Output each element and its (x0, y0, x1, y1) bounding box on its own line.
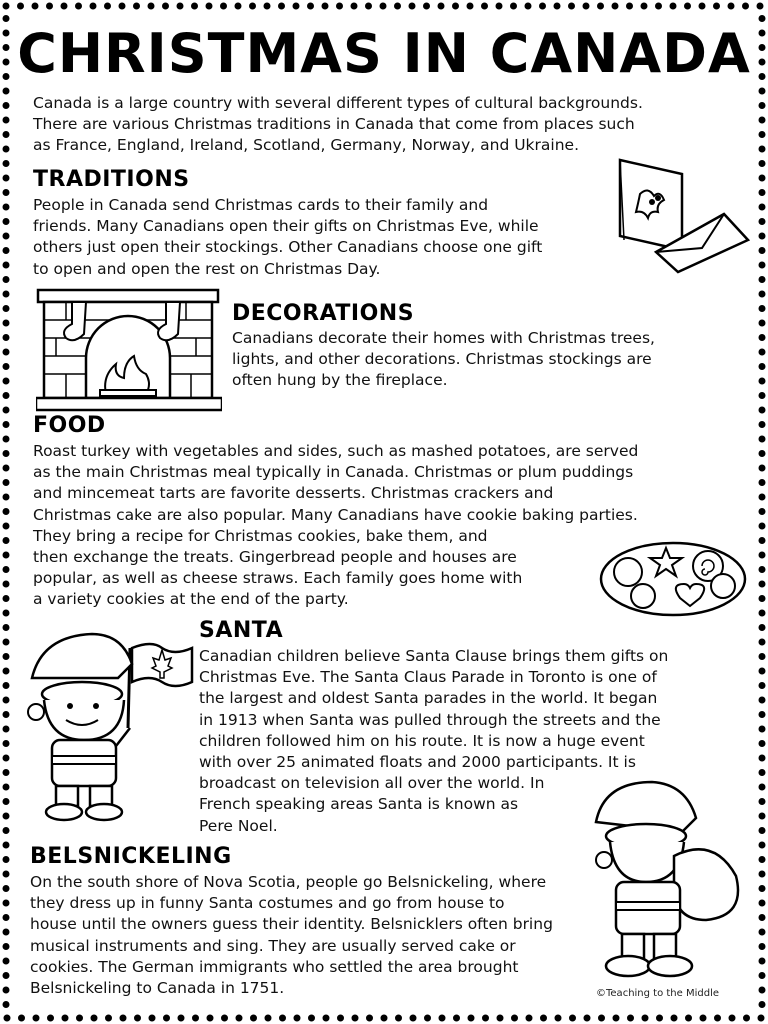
belsnickeling-paragraph: On the south shore of Nova Scotia, people go Belsnickeling, where they dress up in funny Santa costumes and go from house to house until the owners guess their identity. Belsnicklers often bring musical instruments and sing. They are usually served cake or cookies. The German immigrants who settled the area brought Belsnickeling to Canada in 1751. (30, 873, 553, 998)
credit-text: ©Teaching to the Middle (596, 988, 720, 999)
traditions-heading: TRADITIONS (33, 167, 190, 192)
decorations-paragraph: Canadians decorate their homes with Christmas trees, lights, and other decorations. Christmas stockings are often hung by the fireplace. (232, 329, 655, 390)
christmas-card-icon (612, 154, 752, 276)
belsnickeling-heading: BELSNICKELING (30, 844, 232, 869)
decorations-heading: DECORATIONS (232, 301, 415, 326)
intro-paragraph: Canada is a large country with several different types of cultural backgrounds. There are various Christmas traditions in Canada that come from places such as France, England, Ireland, Scotland, Germany, Norway, and Ukraine. (33, 94, 643, 155)
santa-heading: SANTA (199, 618, 284, 643)
santa-flag-icon (22, 628, 200, 824)
fireplace-icon (36, 288, 222, 412)
food-heading: FOOD (33, 413, 106, 438)
santa-paragraph: Canadian children believe Santa Clause brings them gifts on Christmas Eve. The Santa Claus Parade in Toronto is one of the largest and oldest Santa parades in the world. It began in 1913 when Santa was pulled through the streets and the children followed him on his route. It is now a huge event with over 25 animated floats and 2000 participants. It is broadcast on television all over the world. In French speaking areas Santa is known as Pere Noel. (199, 647, 669, 835)
food-paragraph: Roast turkey with vegetables and sides, such as mashed potatoes, are served as the main Christmas meal typically in Canada. Christmas or plum puddings and mincemeat tarts are favorite desserts. Christmas crackers and Christmas cake are also popular. Many Canadians have cookie baking parties. They bring a recipe for Christmas cookies, bake them, and then exchange the treats. Gingerbread people and houses are popular, as well as cheese straws. Each family goes home with a variety cookies at the end of the party. (33, 442, 639, 609)
page-title: CHRISTMAS IN CANADA (17, 22, 751, 85)
traditions-paragraph: People in Canada send Christmas cards to their family and friends. Many Canadians open their gifts on Christmas Eve, while others just open their stockings. Other Canadians choose one gift to open and open the rest on Christmas Day. (33, 196, 543, 278)
santa-sack-icon (590, 778, 746, 984)
cookie-plate-icon (598, 536, 748, 618)
